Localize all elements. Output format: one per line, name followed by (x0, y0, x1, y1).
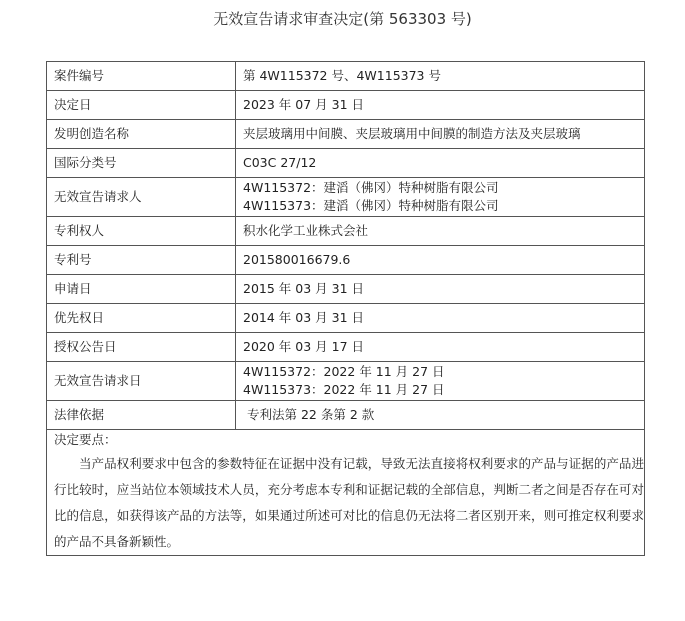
table-row (47, 217, 645, 246)
value-line: 夹层玻璃用中间膜、夹层玻璃用中间膜的制造方法及夹层玻璃 (243, 126, 581, 141)
row-value-grant-date (236, 333, 645, 362)
summary-body: 当产品权利要求中包含的参数特征在证据中没有记载，导致无法直接将权利要求的产品与证据的产品进行比较时，应当站位本领域技术人员，充分考虑本专利和证据记载的全部信息，判断二者之间是否存在可对比的信息，如获得该产品的方法等，如果通过所述可对比的信息仍无法将二者区别开来，则可推定权利要求的产品不具备新颖性。 (54, 456, 644, 549)
row-label-grant-date: 授权公告日 (47, 333, 236, 362)
table-row (47, 91, 645, 120)
row-value-filing-date (236, 275, 645, 304)
row-label-case-number: 案件编号 (47, 62, 236, 91)
value-line: 4W115373：建滔（佛冈）特种树脂有限公司 (243, 198, 499, 213)
row-label-patent-number: 专利号 (47, 246, 236, 275)
value-line: 201580016679.6 (243, 252, 351, 267)
row-value-priority-date (236, 304, 645, 333)
row-value-legal-basis (236, 401, 645, 430)
table-row (47, 62, 645, 91)
table-row (47, 178, 645, 217)
table-row (47, 246, 645, 275)
value-line: 专利法第 22 条第 2 款 (247, 407, 375, 422)
row-value-case-number (236, 62, 645, 91)
row-value-patentee (236, 217, 645, 246)
decision-info-table (46, 61, 645, 556)
row-value-patent-number (236, 246, 645, 275)
row-label-legal-basis: 法律依据 (47, 401, 236, 430)
value-line: 4W115373：2022 年 11 月 27 日 (243, 382, 445, 397)
value-line: 4W115372：建滔（佛冈）特种树脂有限公司 (243, 180, 499, 195)
row-value-request-date (236, 362, 645, 401)
row-value-ipc (236, 149, 645, 178)
value-line: C03C 27/12 (243, 155, 317, 170)
table-row (47, 120, 645, 149)
row-label-decision-date: 决定日 (47, 91, 236, 120)
table-row (47, 362, 645, 401)
summary-heading: 决定要点： (54, 432, 117, 447)
table-row (47, 275, 645, 304)
value-line: 4W115372：2022 年 11 月 27 日 (243, 364, 445, 379)
value-line: 2014 年 03 月 31 日 (243, 310, 364, 325)
row-value-petitioner (236, 178, 645, 217)
table-row (47, 304, 645, 333)
value-line: 2023 年 07 月 31 日 (243, 97, 364, 112)
decision-summary (47, 430, 645, 556)
document-title: 无效宣告请求审查决定(第 563303 号) (213, 10, 472, 28)
row-label-priority-date: 优先权日 (47, 304, 236, 333)
summary-row (47, 430, 645, 556)
row-label-filing-date: 申请日 (47, 275, 236, 304)
value-line: 积水化学工业株式会社 (243, 223, 369, 238)
row-label-ipc: 国际分类号 (47, 149, 236, 178)
row-value-invention-title (236, 120, 645, 149)
row-value-decision-date (236, 91, 645, 120)
value-line: 2020 年 03 月 17 日 (243, 339, 364, 354)
table-row (47, 401, 645, 430)
value-line: 2015 年 03 月 31 日 (243, 281, 364, 296)
table-row (47, 333, 645, 362)
row-label-invention-title: 发明创造名称 (47, 120, 236, 149)
row-label-patentee: 专利权人 (47, 217, 236, 246)
row-label-petitioner: 无效宣告请求人 (47, 178, 236, 217)
table-row (47, 149, 645, 178)
value-line: 第 4W115372 号、4W115373 号 (243, 68, 441, 83)
row-label-request-date: 无效宣告请求日 (47, 362, 236, 401)
